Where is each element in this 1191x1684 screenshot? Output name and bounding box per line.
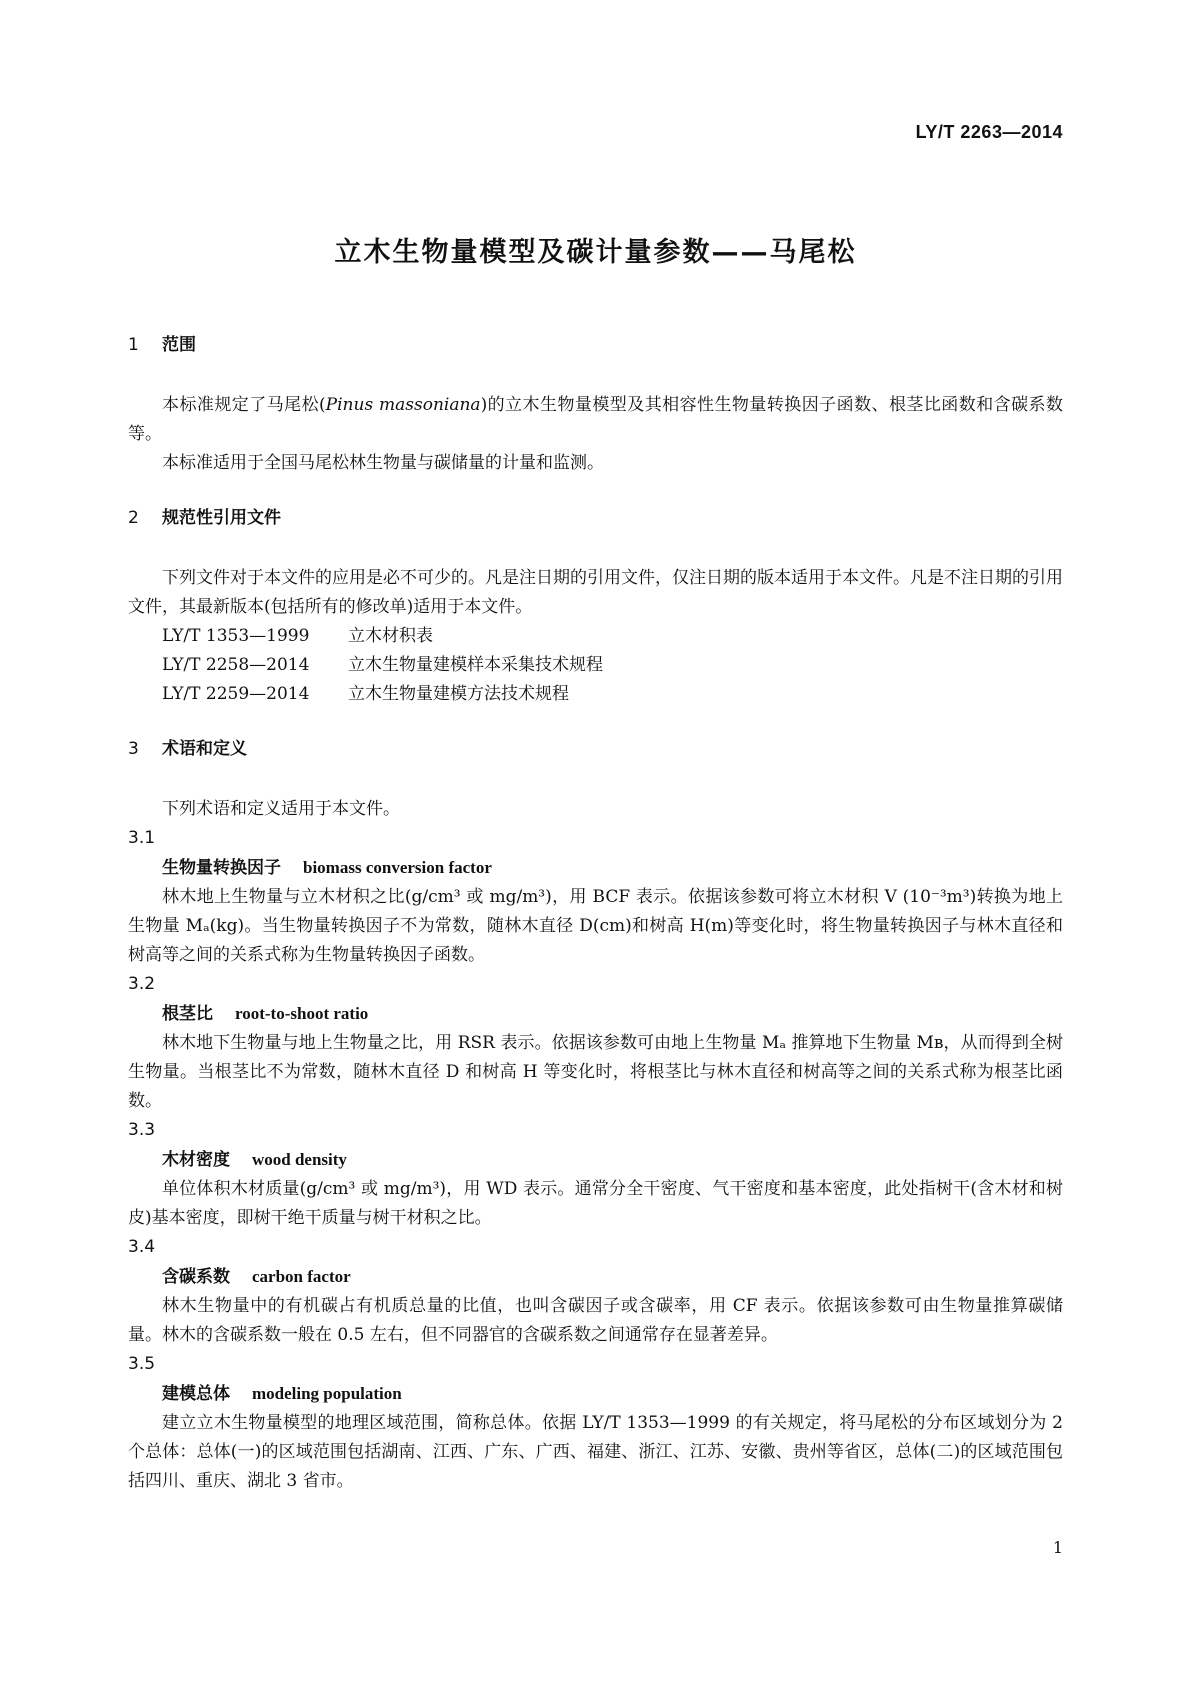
document-title: 立木生物量模型及碳计量参数——马尾松 — [334, 237, 857, 268]
reference-code: LY/T 1353—1999 — [162, 626, 310, 646]
reference-code: LY/T 2259—2014 — [162, 684, 310, 704]
term-name — [128, 1145, 1063, 1175]
reference-title: 立木材积表 — [348, 626, 433, 646]
standard-code: LY/T 2263—2014 — [915, 122, 1063, 142]
section-number: 2 — [128, 508, 139, 528]
scope-text-a: 本标准规定了马尾松( — [162, 395, 326, 415]
scope-text-b: )的立木生物量模型及其相容性生物量转换因子函数、根茎比函数和含碳系数等。 — [128, 395, 1063, 444]
term-name-zh: 木材密度 — [162, 1150, 230, 1170]
page-number: 1 — [1052, 1538, 1063, 1557]
reference-item — [128, 680, 1063, 709]
term-definition: 建立立木生物量模型的地理区域范围，简称总体。依据 LY/T 1353—1999 的有关规定，将马尾松的分布区域划分为 2 个总体：总体(一)的区域范围包括湖南、江西、广东、广西、福建、浙江、江苏、安徽、贵州等省区，总体(二)的区域范围包括四川、重庆、湖北 3 省市。 — [128, 1413, 1063, 1491]
scope-paragraph — [128, 391, 1063, 449]
term-name-en: biomass conversion factor — [303, 858, 492, 877]
term-definition: 林木地下生物量与地上生物量之比，用 RSR 表示。依据该参数可由地上生物量 Mₐ 推算地下生物量 Mв，从而得到全树生物量。当根茎比不为常数，随林木直径 D 和树高 H 等变化时，将根茎比与林木直径和树高等之间的关系式称为根茎比函数。 — [128, 1033, 1063, 1111]
section-2-heading — [128, 503, 1063, 528]
reference-item — [128, 622, 1063, 651]
term-name — [128, 853, 1063, 883]
section-number: 3 — [128, 739, 139, 759]
term-name-en: root-to-shoot ratio — [235, 1004, 369, 1023]
reference-title: 立木生物量建模样本采集技术规程 — [348, 655, 603, 675]
term-name-en: carbon factor — [252, 1267, 351, 1286]
terms-intro: 下列术语和定义适用于本文件。 — [162, 799, 400, 819]
term-name-zh: 根茎比 — [162, 1004, 213, 1024]
term-number: 3.4 — [128, 1237, 156, 1257]
section-3-heading — [128, 734, 1063, 759]
term-definition: 单位体积木材质量(g/cm³ 或 mg/m³)，用 WD 表示。通常分全干密度、气干密度和基本密度，此处指树干(含木材和树皮)基本密度，即树干绝干质量与树干材积之比。 — [128, 1179, 1063, 1228]
section-title: 规范性引用文件 — [162, 508, 281, 528]
reference-code: LY/T 2258—2014 — [162, 655, 310, 675]
document-body — [128, 330, 1063, 1496]
section-title: 范围 — [162, 335, 196, 355]
term-definition: 林木生物量中的有机碳占有机质总量的比值，也叫含碳因子或含碳率，用 CF 表示。依据该参数可由生物量推算碳储量。林木的含碳系数一般在 0.5 左右，但不同器官的含碳系数之间通常存在显著差异。 — [128, 1296, 1063, 1345]
species-latin-name: Pinus massoniana — [325, 395, 481, 415]
term-number: 3.5 — [128, 1354, 156, 1374]
term-name — [128, 1379, 1063, 1409]
term-name — [128, 999, 1063, 1029]
term-name-en: wood density — [252, 1150, 347, 1169]
term-number: 3.1 — [128, 828, 156, 848]
term-number: 3.2 — [128, 974, 156, 994]
term-number: 3.3 — [128, 1120, 156, 1140]
term-name-zh: 建模总体 — [162, 1384, 230, 1404]
term-name — [128, 1262, 1063, 1292]
reference-item — [128, 651, 1063, 680]
section-1-heading — [128, 330, 1063, 355]
section-title: 术语和定义 — [162, 739, 247, 759]
reference-title: 立木生物量建模方法技术规程 — [348, 684, 569, 704]
term-definition: 林木地上生物量与立木材积之比(g/cm³ 或 mg/m³)，用 BCF 表示。依据该参数可将立木材积 V (10⁻³m³)转换为地上生物量 Mₐ(kg)。当生物量转换因子不为常数，随林木直径 D(cm)和树高 H(m)等变化时，将生物量转换因子与林木直径和树高等之间的关系式称为生物量转换因子函数。 — [128, 887, 1063, 965]
term-name-zh: 含碳系数 — [162, 1267, 230, 1287]
scope-applicability: 本标准适用于全国马尾松林生物量与碳储量的计量和监测。 — [162, 453, 604, 473]
term-name-zh: 生物量转换因子 — [162, 858, 281, 878]
normative-refs-intro: 下列文件对于本文件的应用是必不可少的。凡是注日期的引用文件，仅注日期的版本适用于本文件。凡是不注日期的引用文件，其最新版本(包括所有的修改单)适用于本文件。 — [128, 568, 1063, 617]
section-number: 1 — [128, 335, 139, 355]
term-name-en: modeling population — [252, 1384, 402, 1403]
